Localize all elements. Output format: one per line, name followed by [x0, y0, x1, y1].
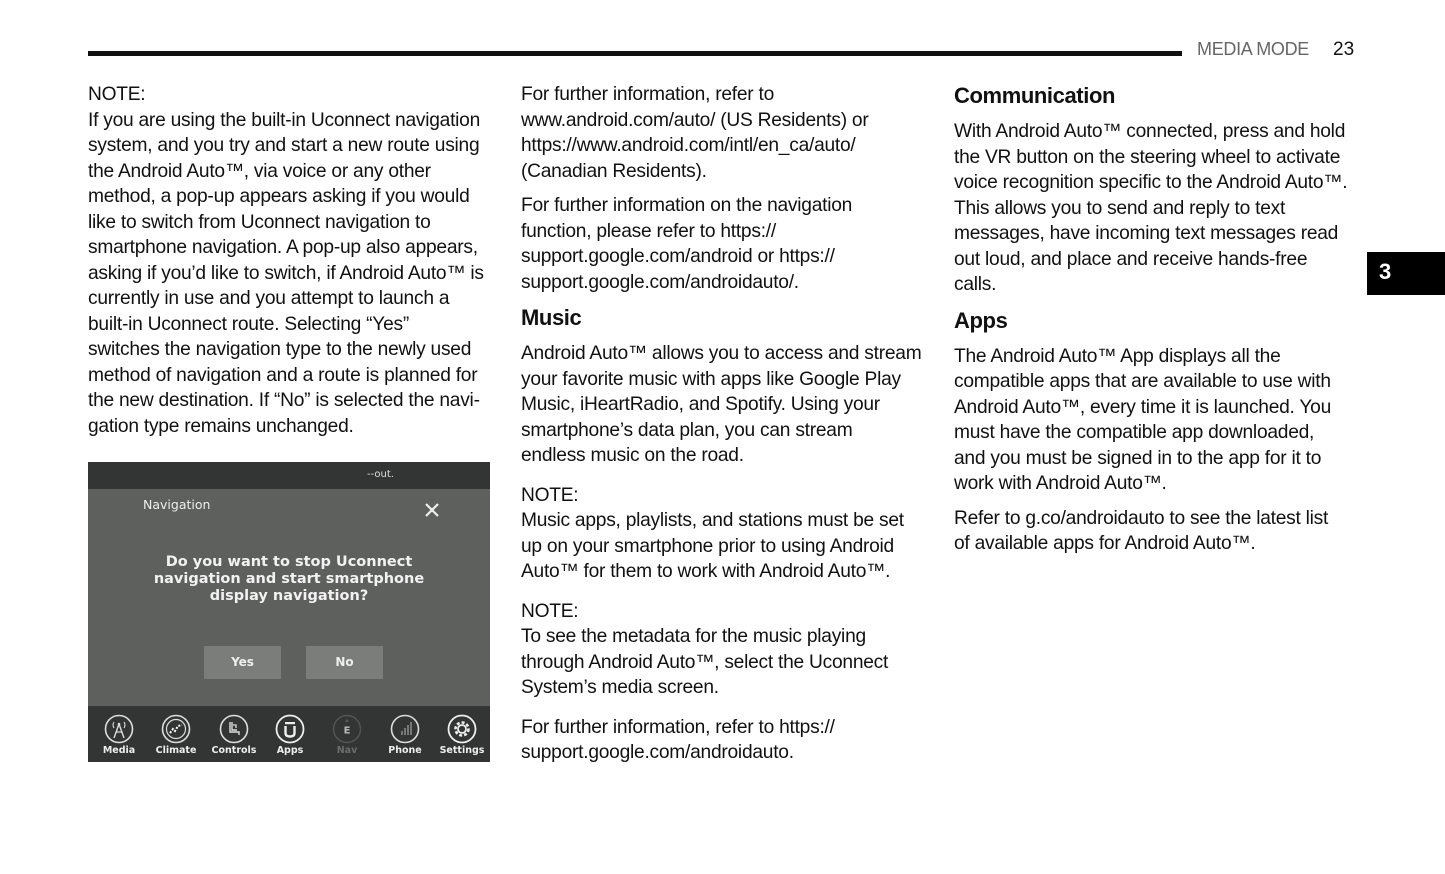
- text-line: function, please refer to https://: [521, 220, 776, 242]
- media-antenna-icon: [104, 714, 134, 744]
- controls-seat-icon: [219, 714, 249, 744]
- link-support-androidauto[interactable]: support.google.com/androidauto.: [521, 742, 794, 763]
- text-line: must have the compatible app downloaded,: [954, 422, 1315, 443]
- bottom-nav-bar: [88, 706, 490, 762]
- text-line: If you are using the built-in Uconnect navigation: [88, 109, 480, 131]
- paragraph-navigation-links: [521, 193, 926, 295]
- nav-item-nav: [318, 714, 376, 756]
- status-text: --out.: [367, 469, 394, 480]
- nav-label: Controls: [211, 745, 257, 756]
- text-line: switches the navigation type to the newly used: [88, 339, 472, 360]
- text-line: For further information on the navigation: [521, 195, 853, 216]
- note-label: NOTE:: [521, 600, 579, 622]
- question-line: navigation and start smartphone: [153, 571, 425, 587]
- phone-signal-icon: [390, 714, 420, 744]
- text-line: The Android Auto™ App displays all the: [954, 345, 1281, 367]
- paragraph-apps: [954, 344, 1359, 497]
- text-line: the new destination. If “No” is selected the navi-: [88, 390, 480, 411]
- climate-icon: [161, 714, 191, 744]
- text-line: method of navigation and a route is planned for: [88, 364, 478, 386]
- screen-status-bar: [88, 462, 490, 489]
- text-line: the Android Auto™, via voice or any other: [88, 160, 431, 182]
- nav-item-settings[interactable]: [433, 714, 490, 756]
- paragraph-music: [521, 341, 926, 469]
- link-android-auto-ca[interactable]: https://www.android.com/intl/en_ca/auto/: [521, 135, 856, 156]
- paragraph-communication: [954, 119, 1359, 298]
- text-line: up on your smartphone prior to using Android: [521, 535, 894, 557]
- text-line: For further information, refer to: [521, 84, 775, 105]
- nav-item-climate[interactable]: [147, 714, 205, 756]
- text-line: gation type remains unchanged.: [88, 415, 354, 437]
- heading-communication: Communication: [954, 83, 1116, 108]
- link-support-androidauto[interactable]: support.google.com/androidauto/.: [521, 271, 799, 293]
- page-number: 23: [1333, 39, 1355, 60]
- header-rule: [88, 51, 1182, 56]
- note-navigation-switch: [88, 82, 493, 439]
- text-line: compatible apps that are available to use with: [954, 371, 1331, 392]
- text-line: like to switch from Uconnect navigation to: [88, 211, 431, 233]
- note-music-apps: [521, 483, 926, 585]
- nav-label: Media: [102, 745, 136, 756]
- heading-apps: Apps: [954, 307, 1008, 333]
- link-support-android[interactable]: support.google.com/android or https://: [521, 246, 835, 267]
- text-line: endless music on the road.: [521, 445, 744, 466]
- text-line: your favorite music with apps like Google Play: [521, 368, 901, 390]
- text-line: Music, iHeartRadio, and Spotify. Using your: [521, 394, 880, 415]
- text-line: work with Android Auto™.: [954, 473, 1167, 494]
- note-label: NOTE:: [88, 84, 146, 105]
- nav-item-media[interactable]: [90, 714, 148, 756]
- paragraph-further-info: [521, 715, 926, 766]
- text-line: of available apps for Android Auto™.: [954, 533, 1256, 554]
- svg-text:E: E: [343, 725, 351, 737]
- heading-music: Music: [521, 305, 582, 330]
- question-line: display navigation?: [209, 588, 369, 604]
- text-line: (Canadian Residents).: [521, 160, 707, 182]
- nav-label: Nav: [336, 745, 358, 756]
- text-line: voice recognition specific to the Android Auto™.: [954, 172, 1348, 193]
- text-line: calls.: [954, 274, 997, 295]
- text-line: To see the metadata for the music playing: [521, 626, 866, 647]
- yes-button[interactable]: Yes: [204, 646, 281, 679]
- nav-label: Phone: [388, 745, 422, 756]
- paragraph-apps-refer: [954, 506, 1359, 557]
- text-line: system, and you try and start a new route using: [88, 135, 480, 156]
- nav-label: Apps: [276, 745, 304, 756]
- text-line: built-in Uconnect route. Selecting “Yes”: [88, 313, 409, 335]
- text-line: out loud, and place and receive hands-free: [954, 248, 1308, 270]
- text-line: Android Auto™, every time it is launched. You: [954, 396, 1331, 418]
- text-line: For further information, refer to https://: [521, 716, 835, 738]
- nav-item-phone[interactable]: [376, 714, 434, 756]
- popup-question: [88, 554, 490, 605]
- text-line: the VR button on the steering wheel to activate: [954, 146, 1341, 168]
- text-line: Music apps, playlists, and stations must be set: [521, 510, 904, 531]
- text-line: messages, have incoming text messages read: [954, 223, 1339, 244]
- paragraph-android-auto-links: [521, 82, 926, 184]
- chapter-tab: 3: [1367, 252, 1445, 295]
- uconnect-screen-figure: [88, 462, 490, 762]
- column-1: [88, 82, 493, 448]
- section-title: MEDIA MODE: [1197, 39, 1310, 59]
- column-3: [954, 82, 1359, 566]
- text-line: Android Auto™ allows you to access and stream: [521, 343, 922, 364]
- text-line: through Android Auto™, select the Uconnect: [521, 651, 889, 673]
- link-android-auto-us[interactable]: www.android.com/auto/ (US Residents) or: [521, 109, 869, 131]
- text-line: System’s media screen.: [521, 677, 719, 698]
- question-line: Do you want to stop Uconnect: [165, 554, 413, 570]
- text-line: This allows you to send and reply to text: [954, 197, 1286, 219]
- text-line: smartphone navigation. A pop-up also appears,: [88, 237, 478, 258]
- note-metadata: [521, 599, 926, 701]
- nav-item-apps[interactable]: [261, 714, 319, 756]
- text-line: asking if you’d like to switch, if Android Auto™ is: [88, 262, 484, 284]
- nav-label: Climate: [155, 745, 197, 756]
- text-line: method, a pop-up appears asking if you would: [88, 186, 470, 207]
- nav-label: Settings: [439, 745, 485, 756]
- text-line: With Android Auto™ connected, press and hold: [954, 121, 1346, 142]
- text-line: Refer to g.co/androidauto to see the latest list: [954, 507, 1329, 529]
- note-label: NOTE:: [521, 484, 579, 506]
- nav-compass-icon: [332, 714, 362, 744]
- text-line: and you must be signed in to the app for it to: [954, 447, 1322, 469]
- text-line: Auto™ for them to work with Android Auto™.: [521, 561, 891, 582]
- settings-gear-icon: [447, 714, 477, 744]
- popup-title: Navigation: [143, 497, 211, 512]
- no-button[interactable]: No: [306, 646, 383, 679]
- text-line: currently in use and you attempt to launch a: [88, 288, 450, 309]
- nav-item-controls[interactable]: [205, 714, 263, 756]
- text-line: smartphone’s data plan, you can stream: [521, 419, 853, 441]
- column-2: [521, 82, 926, 775]
- close-icon[interactable]: [422, 500, 442, 520]
- apps-u-icon: [275, 714, 305, 744]
